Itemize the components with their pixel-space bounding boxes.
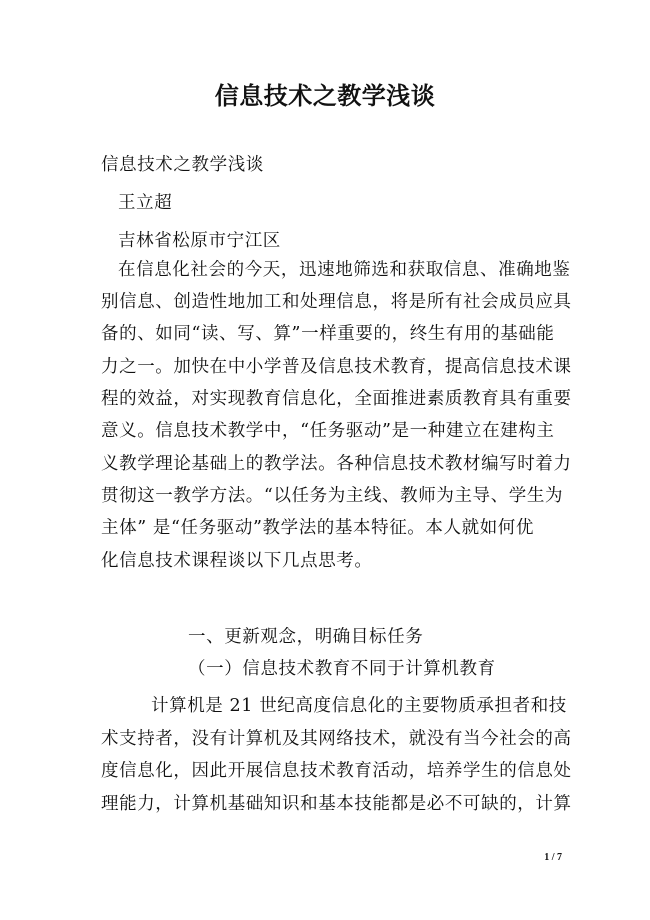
document-subtitle: 信息技术之教学浅谈 [101, 155, 264, 175]
body-line: 意义。信息技术教学中，“任务驱动”是一种建立在建构主 [101, 421, 555, 441]
body-line: 化信息技术课程谈以下几点思考。 [101, 551, 373, 571]
body-line: 力之一。加快在中小学普及信息技术教育，提高信息技术课 [101, 357, 572, 377]
body-line: 备的、如同“读、写、算”一样重要的，终生有用的基础能 [101, 324, 555, 344]
body-line: 程的效益，对实现教育信息化，全面推进素质教育具有重要 [101, 389, 572, 409]
body-line: 在信息化社会的今天，迅速地筛选和获取信息、准确地鉴 [118, 260, 571, 280]
subsection-heading: （一）信息技术教育不同于计算机教育 [188, 659, 496, 679]
page-title: 信息技术之教学浅谈 [214, 81, 436, 110]
body-line: 术支持者，没有计算机及其网络技术，就没有当今社会的高 [101, 729, 572, 749]
body-line: 义教学理论基础上的教学法。各种信息技术教材编写时着力 [101, 454, 572, 474]
body-line: 计算机是 21 世纪高度信息化的主要物质承担者和技 [151, 696, 567, 716]
section-heading: 一、更新观念，明确目标任务 [188, 627, 424, 647]
body-line: 度信息化，因此开展信息技术教育活动，培养学生的信息处 [101, 761, 572, 781]
body-line: 贯彻这一教学方法。“以任务为主线、教师为主导、学生为 [101, 486, 564, 506]
body-line: 别信息、创造性地加工和处理信息，将是所有社会成员应具 [101, 292, 572, 312]
author-location: 吉林省松原市宁江区 [118, 231, 281, 251]
author-name: 王立超 [118, 193, 173, 213]
page-number: 1 / 7 [544, 852, 562, 863]
body-line: 主体” 是“任务驱动”教学法的基本特征。本人就如何优 [101, 518, 535, 538]
body-line: 理能力，计算机基础知识和基本技能都是必不可缺的，计算 [101, 794, 572, 814]
